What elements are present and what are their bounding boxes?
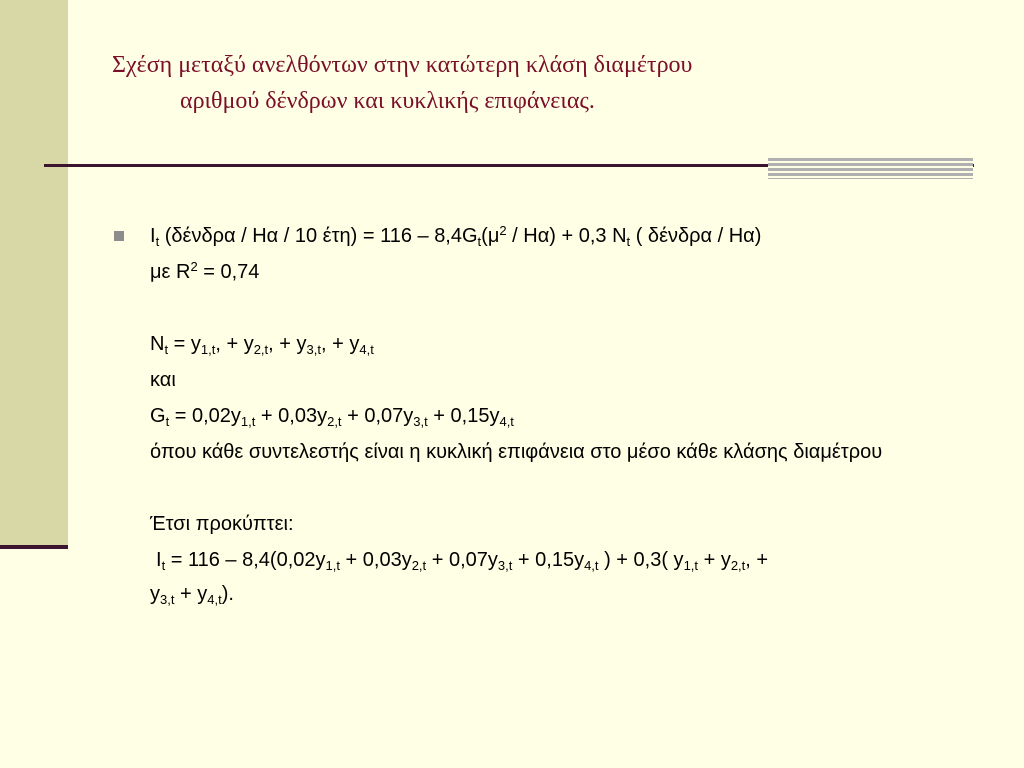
eq-subscript: 3,t <box>413 414 428 429</box>
eq-subscript: 2,t <box>327 414 342 429</box>
eq-text: = 0,02y <box>169 405 241 427</box>
eq-text: = 0,74 <box>197 261 260 283</box>
eq-text: + 0,15y <box>427 405 500 427</box>
left-decorative-band <box>0 0 68 548</box>
eq-text: ( δένδρα / Ηα) <box>630 225 762 247</box>
equation-increment <box>150 222 761 250</box>
eq-text: (δένδρα / Ηα / 10 έτη) = 116 – 8,4G <box>159 225 478 247</box>
eq-text: + 0,03y <box>339 549 412 571</box>
coefficient-explanation: όπου κάθε συντελεστής είναι η κυκλική επιφάνεια στο μέσο κάθε κλάσης διαμέτρου <box>150 441 883 463</box>
eq-text: = y <box>168 333 201 355</box>
therefore-label: Έτσι προκύπτει: <box>150 513 294 535</box>
equation-final-line-1 <box>156 546 768 574</box>
eq-text: , + y <box>268 333 307 355</box>
eq-text: + y <box>174 583 208 605</box>
eq-subscript: 3,t <box>160 592 175 607</box>
eq-text: = 116 – 8,4(0,02y <box>165 549 326 571</box>
eq-subscript: 4,t <box>207 592 222 607</box>
eq-subscript: t <box>165 414 170 429</box>
equation-nt <box>150 330 374 358</box>
r-squared-line <box>150 258 259 286</box>
eq-subscript: 1,t <box>683 558 699 573</box>
eq-text: + 0,15y <box>512 549 585 571</box>
eq-text: με R <box>150 261 191 283</box>
eq-subscript: 1,t <box>325 558 340 573</box>
eq-text: ) + 0,3( y <box>598 549 684 571</box>
eq-symbol: I <box>150 225 156 247</box>
equation-gt <box>150 402 514 430</box>
eq-text: + 0,03y <box>255 405 328 427</box>
eq-subscript: 3,t <box>497 558 513 573</box>
eq-text: , + <box>745 549 769 571</box>
eq-text: , + y <box>321 333 360 355</box>
title-line-2: αριθμού δένδρων και κυκλικής επιφάνειας. <box>180 88 595 114</box>
eq-subscript: 2,t <box>411 558 427 573</box>
eq-subscript: 4,t <box>499 414 514 429</box>
eq-symbol: N <box>150 333 165 355</box>
eq-text: y <box>150 583 160 605</box>
and-word: και <box>150 369 176 391</box>
eq-subscript: 1,t <box>240 414 256 429</box>
eq-superscript: 2 <box>190 259 198 274</box>
eq-text: + 0,07y <box>426 549 498 571</box>
divider-accent-stripes <box>768 158 973 179</box>
eq-text: (μ <box>481 225 500 247</box>
eq-subscript: t <box>164 342 169 357</box>
eq-subscript: 2,t <box>253 342 269 357</box>
title-line-1: Σχέση μεταξύ ανελθόντων στην κατώτερη κλάση διαμέτρου <box>112 52 693 78</box>
eq-subscript: t <box>161 558 166 573</box>
eq-subscript: 3,t <box>306 342 321 357</box>
eq-symbol: G <box>150 405 166 427</box>
eq-text: + y <box>698 549 731 571</box>
eq-subscript: 2,t <box>730 558 746 573</box>
eq-subscript: t <box>477 234 482 249</box>
eq-text: + 0,07y <box>341 405 414 427</box>
eq-text: / Ηα) + 0,3 N <box>506 225 627 247</box>
eq-text: , + y <box>215 333 254 355</box>
eq-subscript: 4,t <box>584 558 599 573</box>
eq-superscript: 2 <box>499 223 507 238</box>
eq-subscript: 4,t <box>359 342 374 357</box>
left-band-rule <box>0 545 68 549</box>
eq-subscript: t <box>626 234 631 249</box>
eq-symbol: I <box>156 549 162 571</box>
eq-subscript: t <box>155 234 160 249</box>
equation-final-line-2 <box>150 580 234 608</box>
square-bullet-icon <box>114 231 124 241</box>
eq-subscript: 1,t <box>200 342 216 357</box>
slide-title <box>112 47 912 119</box>
eq-text: ). <box>221 583 234 605</box>
